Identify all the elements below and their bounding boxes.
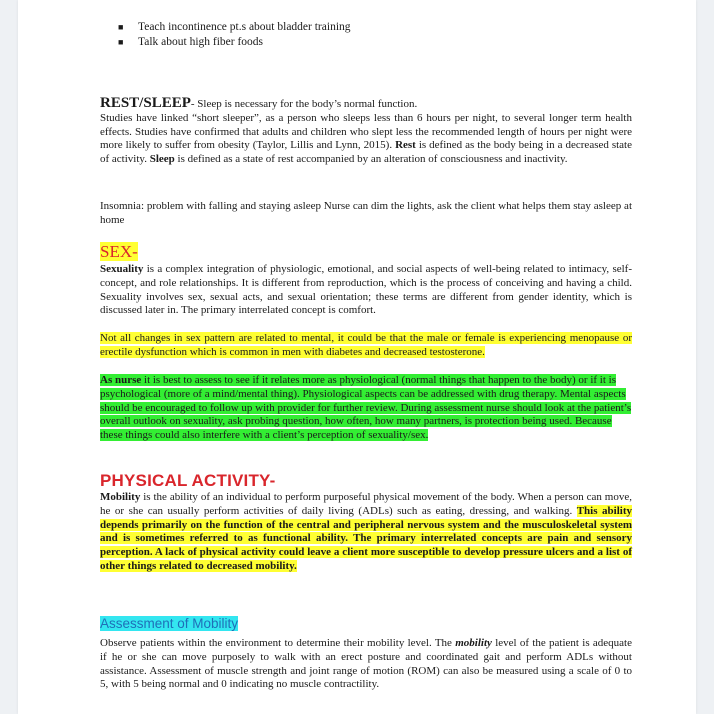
bullet-icon: ■	[118, 22, 124, 32]
mobility-highlight: This ability depends primarily on the function of the central and peripheral nervous system and the musculoskeletal system and is sometimes referred to as functional ability. The primary interrelated concepts are pain and sensory perception. A lack of physical activity could leave a client more susceptible to develop pressure ulcers and a list of other things related to decreased mobility.	[100, 504, 632, 572]
insomnia-paragraph: Insomnia: problem with falling and staying asleep Nurse can dim the lights, ask the client what helps them stay asleep at home	[100, 200, 632, 226]
rest-sleep-section	[100, 97, 632, 167]
yellow-note: Not all changes in sex pattern are related to mental, it could be that the male or female is experiencing menopause or erectile dysfunction which is common in men with diabetes and decreased testosterone.	[100, 332, 632, 358]
rest-term: Rest	[395, 139, 416, 152]
mobility-term: Mobility	[100, 491, 141, 503]
list-item: ■ Teach incontinence pt.s about bladder training	[118, 21, 351, 33]
assessment-mobility-heading: Assessment of Mobility	[100, 616, 239, 631]
rest-sleep-paragraph: Studies have linked “short sleeper”, as a person who sleeps less than 6 hours per night, to several longer term health effects. Studies have confirmed that adults and children who slept less the recommended length of hours per night were more likely to suffer from obesity (Taylor, Lillis and Lynn, 2015). Rest is defined as the body being in a decreased state of activity. Sleep is defined as a state of rest accompanied by an alteration of consciousness and inactivity.	[100, 111, 632, 166]
assessment-paragraph: Observe patients within the environment to determine their mobility level. The mobility level of the patient is adequate if he or she can move purposely to walk with an erect posture and coordinated gait and perform ADLs without assistance. Assessment of muscle strength and joint range of motion (ROM) can also be measured using a scale of 0 to 5, with 5 being normal and 0 indicating no muscle contractility.	[100, 637, 632, 691]
list-item: ■ Talk about high fiber foods	[118, 36, 264, 48]
rest-sleep-heading: REST/SLEEP	[100, 95, 191, 111]
document-page	[18, 0, 696, 714]
sleep-term: Sleep	[149, 153, 175, 166]
nurse-lead: As nurse	[100, 374, 142, 386]
mobility-italic-term: mobility	[455, 637, 492, 649]
sexuality-paragraph: Sexuality is a complex integration of physiologic, emotional, and social aspects of well-being related to intimacy, self-concept, and role relationships. It is different from reproduction, which is the process of conceiving and having a child. Sexuality involves sex, sexual acts, and sexual orientation; these terms are different from gender identity, which is discussed later in. The primary interrelated concept is comfort.	[100, 263, 632, 317]
rest-sleep-subheading: - Sleep is necessary for the body’s normal function.	[190, 98, 418, 110]
sexuality-term: Sexuality	[100, 263, 144, 275]
rest-sleep-heading-line	[100, 97, 632, 112]
physical-activity-heading: PHYSICAL ACTIVITY-	[100, 471, 276, 490]
mobility-paragraph: Mobility is the ability of an individual to perform purposeful physical movement of the body. When a person can move, he or she can usually perform activities of daily living (ADLs) such as eating, dressing, and walking. This ability depends primarily on the function of the central and peripheral nervous system and the musculoskeletal system and is sometimes referred to as functional ability. The primary interrelated concepts are pain and sensory perception. A lack of physical activity could leave a client more susceptible to develop pressure ulcers and a list of other things related to decreased mobility.	[100, 491, 632, 572]
green-note: As nurse it is best to assess to see if it relates more as physiological (normal things that happen to the body) or if it is psychological (more of a mind/mental thing). Physiological aspects can be addressed with drug therapy. Mental aspects should be encouraged to follow up with provider for further review. During assessment nurse should look at the patient’s overall outlook on sexuality, ask probing question, how often, how many partners, is protection being used. Because these things could also interfere with a client’s perception of sexuality/sex.	[100, 374, 632, 442]
bullet-icon: ■	[118, 37, 124, 47]
bullet-list	[118, 20, 351, 50]
sex-heading: SEX-	[100, 242, 138, 261]
